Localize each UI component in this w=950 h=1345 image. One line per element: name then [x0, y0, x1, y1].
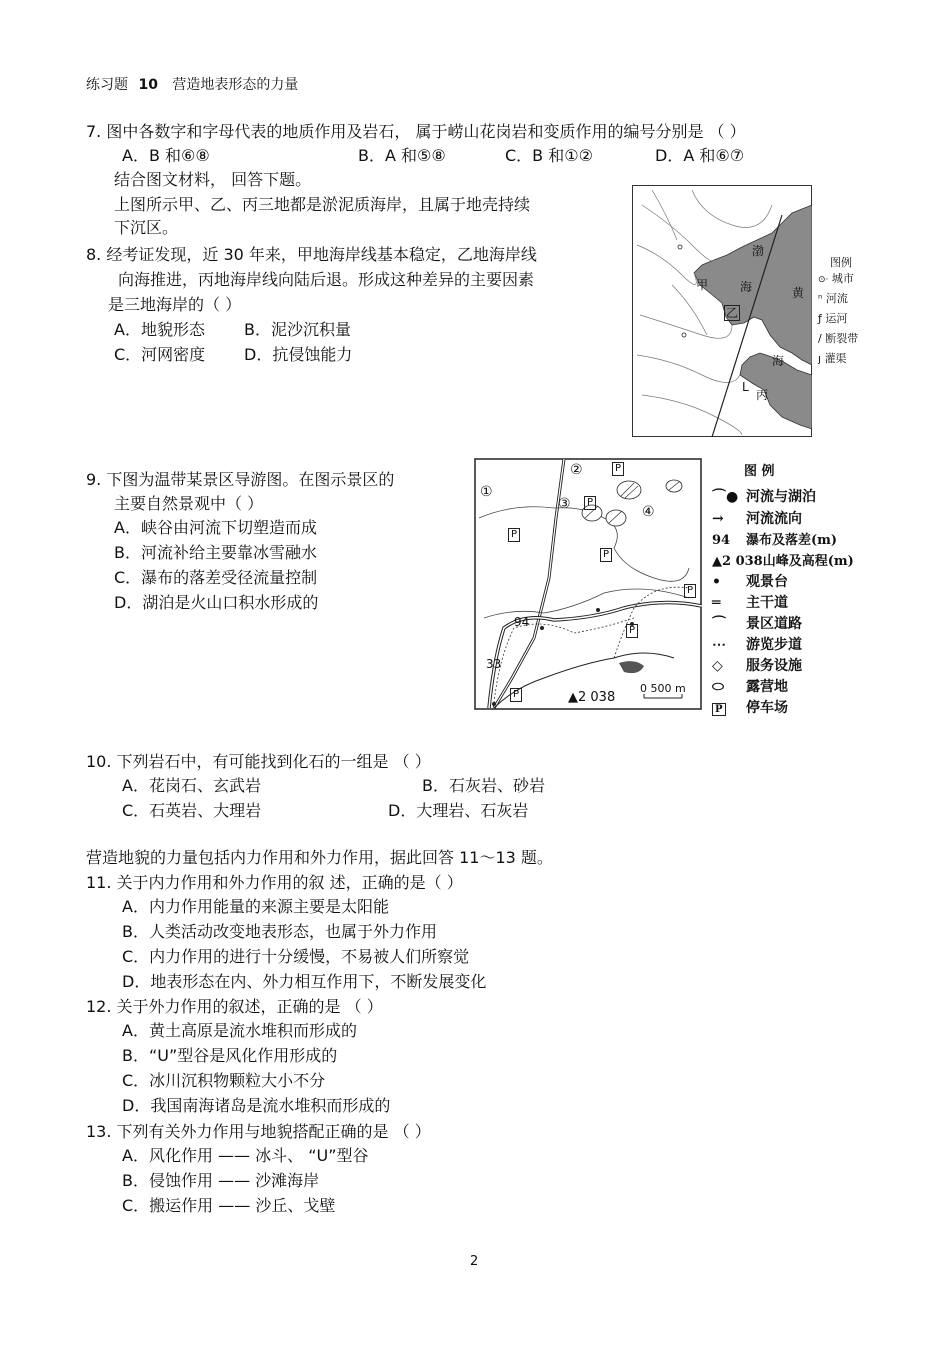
- q11-option-b: B．人类活动改变地表形态，也属于外力作用: [122, 922, 437, 941]
- legend-scenic-road: ⌒ 景区道路: [712, 616, 802, 632]
- q8-option-b: B．泥沙沉积量: [244, 320, 351, 339]
- legend-river-lake: ⌒● 河流与湖泊: [712, 489, 816, 505]
- header-number: 10: [138, 77, 158, 93]
- q13-option-a: A．风化作用 —— 冰斗、 “U”型谷: [122, 1146, 369, 1165]
- peak-label: ▲2 038: [568, 690, 616, 705]
- page-header: [86, 75, 298, 95]
- parking-6: P: [626, 624, 638, 638]
- q10-option-d: D．大理岩、石灰岩: [388, 801, 529, 820]
- q10-stem: 10. 下列岩石中，有可能找到化石的一组是 （ ）: [86, 752, 431, 771]
- legend-fault-label: 断裂带: [825, 332, 859, 345]
- legend-waterfall-label: 瀑布及落差(m): [746, 533, 838, 548]
- label-bing: 丙: [756, 388, 769, 402]
- q8-line1: 8. 经考证发现，近 30 年来，甲地海岸线基本稳定，乙地海岸线: [86, 245, 537, 264]
- intro8-line2: 上图所示甲、乙、丙三地都是淤泥质海岸，且属于地壳持续: [114, 195, 531, 214]
- q12-stem: 12. 关于外力作用的叙述，正确的是 （ ）: [86, 997, 383, 1016]
- legend-channel-label: 灌渠: [824, 352, 847, 365]
- q9-option-b: B．河流补给主要靠冰雪融水: [114, 543, 317, 562]
- scenic-legend-title: 图 例: [744, 464, 775, 479]
- legend-city: ⊙· 城市: [818, 272, 854, 285]
- q10-option-a: A．花岗石、玄武岩: [122, 776, 261, 795]
- legend-parking-label: 停车场: [746, 700, 788, 716]
- q13-option-c: C．搬运作用 —— 沙丘、戈壁: [122, 1196, 336, 1215]
- q8-option-a: A．地貌形态: [114, 320, 205, 339]
- legend-flow-label: 河流流向: [746, 511, 802, 527]
- legend-service: ◇ 服务设施: [712, 658, 802, 674]
- q13-option-b: B．侵蚀作用 —— 沙滩海岸: [122, 1171, 320, 1190]
- legend-river-label: 河流: [825, 292, 848, 305]
- q12-option-d: D．我国南海诸岛是流水堆积而形成的: [122, 1096, 391, 1115]
- q12-option-c: C．冰川沉积物颗粒大小不分: [122, 1071, 326, 1090]
- label-jia: 甲: [696, 278, 709, 292]
- parking-1: P: [612, 462, 624, 476]
- q7-option-a: A．B 和⑥⑧: [122, 146, 210, 165]
- legend-waterfall-prefix: 94: [712, 533, 731, 548]
- scenic-legend: [712, 458, 872, 718]
- q13-stem: 13. 下列有关外力作用与地貌搭配正确的是 （ ）: [86, 1122, 431, 1141]
- waterfall-94: 94: [514, 615, 530, 629]
- legend-waterfall: [712, 529, 837, 548]
- q7-stem: 7. 图中各数字和字母代表的地质作用及岩石， 属于崂山花岗岩和变质作用的编号分别是 （ ）: [86, 122, 746, 141]
- parking-3: P: [584, 496, 596, 510]
- legend-peak-label: 山峰及高程(m): [762, 554, 854, 569]
- legend-peak: [712, 550, 854, 569]
- legend-river: ⁿ 河流: [818, 292, 848, 305]
- bohai-legend: [818, 256, 878, 376]
- q12-option-a: A．黄土高原是流水堆积而形成的: [122, 1021, 357, 1040]
- waterfall-33: 33: [486, 657, 502, 671]
- q8-option-c: C．河网密度: [114, 345, 206, 364]
- page-number: 2: [470, 1254, 479, 1269]
- legend-river-lake-label: 河流与湖泊: [746, 489, 816, 505]
- q9-line2: 主要自然景观中（ ）: [114, 494, 264, 513]
- q7-option-c: C．B 和①②: [505, 146, 593, 165]
- q11-stem: 11. 关于内力作用和外力作用的叙 述，正确的是（ ）: [86, 873, 463, 892]
- legend-fault: / 断裂带: [818, 332, 859, 345]
- legend-peak-prefix: ▲2 038: [712, 554, 763, 569]
- q7-option-d: D．A 和⑥⑦: [655, 146, 745, 165]
- legend-channel: ȷ 灌渠: [818, 352, 847, 365]
- q9-option-c: C．瀑布的落差受径流量控制: [114, 568, 318, 587]
- label-yi: 乙: [726, 306, 739, 320]
- intro8-line1: 结合图文材料， 回答下题。: [114, 170, 312, 189]
- label-l: L: [742, 380, 749, 394]
- legend-trail-label: 游览步道: [746, 637, 802, 653]
- parking-5: P: [684, 584, 696, 598]
- parking-2: P: [508, 528, 520, 542]
- bohai-map-graphic: [632, 185, 812, 437]
- q9-line1: 9. 下图为温带某景区导游图。在图示景区的: [86, 470, 395, 489]
- q7-option-b: B．A 和⑤⑧: [358, 146, 446, 165]
- legend-camping: ⬭ 露营地: [712, 679, 788, 695]
- label-hai1: 海: [740, 280, 753, 294]
- spot-4: ④: [642, 504, 655, 520]
- legend-viewpoint-label: 观景台: [746, 574, 788, 590]
- q8-line2: 向海推进，丙地海岸线向陆后退。形成这种差异的主要因素: [118, 270, 535, 289]
- q10-option-b: B．石灰岩、砂岩: [422, 776, 545, 795]
- parking-4: P: [600, 548, 612, 562]
- legend-service-label: 服务设施: [746, 658, 802, 674]
- legend-canal: ƒ 运河: [818, 312, 848, 325]
- legend-main-road: ═ 主干道: [712, 595, 788, 611]
- bohai-legend-title: 图例: [830, 256, 852, 269]
- legend-flow: → 河流流向: [712, 511, 802, 527]
- spot-1: ①: [480, 484, 493, 500]
- q11-option-d: D．地表形态在内、外力相互作用下，不断发展变化: [122, 972, 487, 991]
- intro11: 营造地貌的力量包括内力作用和外力作用，据此回答 11～13 题。: [86, 848, 553, 867]
- legend-city-label: 城市: [831, 272, 854, 285]
- bohai-map: [632, 185, 812, 437]
- spot-2: ②: [570, 462, 583, 478]
- scale-label: 0 500 m: [640, 682, 686, 695]
- q9-option-a: A．峡谷由河流下切塑造而成: [114, 518, 317, 537]
- legend-trail: ⋯ 游览步道: [712, 637, 802, 653]
- q8-option-d: D．抗侵蚀能力: [244, 345, 353, 364]
- q11-option-c: C．内力作用的进行十分缓慢，不易被人们所察觉: [122, 947, 470, 966]
- scenic-map: [474, 458, 702, 710]
- spot-3: ③: [558, 496, 571, 512]
- q9-option-d: D．湖泊是火山口积水形成的: [114, 593, 319, 612]
- legend-parking-icon: P: [712, 703, 726, 716]
- label-bo: 渤: [752, 244, 765, 258]
- legend-scenic-road-label: 景区道路: [746, 616, 802, 632]
- legend-canal-label: 运河: [825, 312, 848, 325]
- legend-main-road-label: 主干道: [746, 595, 788, 611]
- header-prefix: 练习题: [86, 77, 128, 93]
- q12-option-b: B．“U”型谷是风化作用形成的: [122, 1046, 338, 1065]
- legend-viewpoint: • 观景台: [712, 574, 788, 590]
- legend-parking: [712, 697, 788, 717]
- q10-option-c: C．石英岩、大理岩: [122, 801, 262, 820]
- q11-option-a: A．内力作用能量的来源主要是太阳能: [122, 897, 389, 916]
- q8-line3: 是三地海岸的（ ）: [108, 295, 242, 314]
- legend-camping-label: 露营地: [746, 679, 788, 695]
- label-hai2: 海: [772, 354, 785, 368]
- header-title: 营造地表形态的力量: [172, 77, 299, 93]
- intro8-line3: 下沉区。: [114, 218, 179, 237]
- parking-7: P: [510, 688, 522, 702]
- label-huang: 黄: [792, 286, 805, 300]
